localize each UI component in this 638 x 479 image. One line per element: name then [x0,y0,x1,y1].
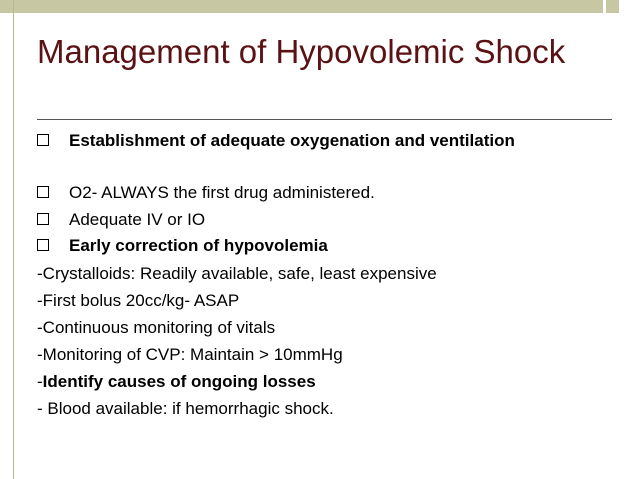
bullet-text: Adequate IV or IO [69,210,206,229]
bullet-item-iv [37,208,539,231]
square-bullet-icon [37,134,49,146]
slide-title: Management of Hypovolemic Shock [37,33,566,70]
line-monitoring-cvp: -Monitoring of CVP: Maintain > 10mmHg [37,345,343,364]
left-rule-line [13,0,14,479]
square-bullet-icon [37,213,49,225]
square-bullet-icon [37,186,49,198]
line-identify-causes [37,370,316,393]
top-accent-square [606,0,619,13]
bullet-item-hypovolemia [37,234,539,257]
line-prefix: - [37,372,43,391]
bullet-item-oxygenation [37,129,539,152]
line-blood-available: - Blood available: if hemorrhagic shock. [37,399,334,418]
title-divider [37,119,612,120]
line-crystalloids: -Crystalloids: Readily available, safe, least expensive [37,264,437,283]
bullet-text: Establishment of adequate oxygenation and ventilation [69,131,515,150]
line-first-bolus: -First bolus 20cc/kg- ASAP [37,291,240,310]
bullet-text: Early correction of hypovolemia [69,236,328,255]
line-monitoring-vitals: -Continuous monitoring of vitals [37,318,276,337]
bullet-item-o2 [37,181,539,204]
bullet-text: O2- ALWAYS the first drug administered. [69,183,375,202]
line-identify-bold: Identify causes of ongoing losses [42,372,316,391]
square-bullet-icon [37,239,49,251]
top-accent-bar [0,0,603,13]
